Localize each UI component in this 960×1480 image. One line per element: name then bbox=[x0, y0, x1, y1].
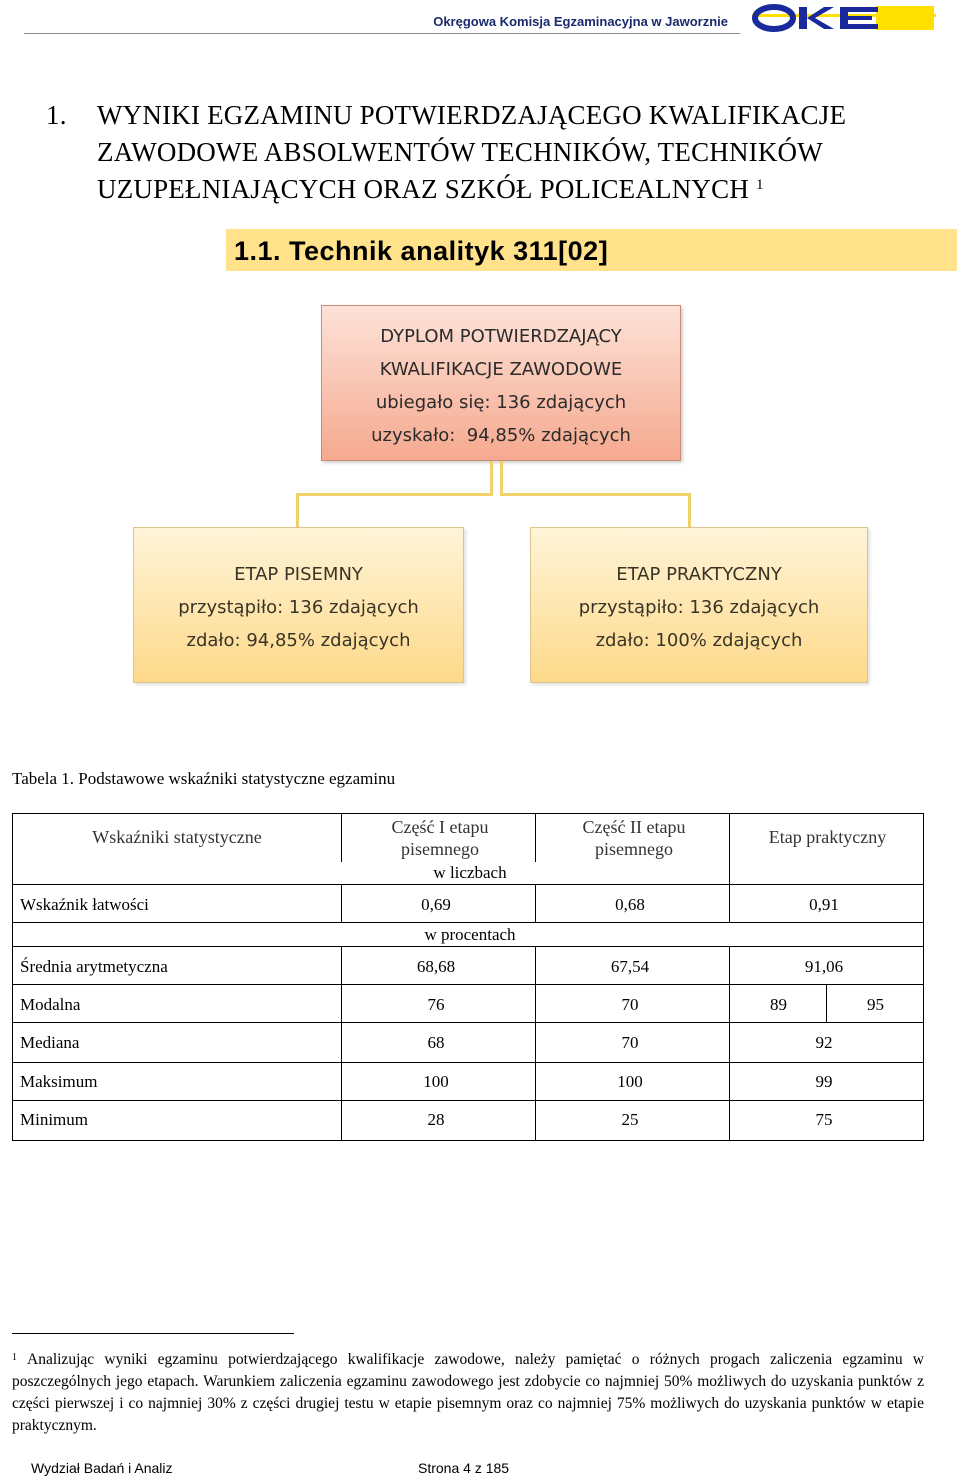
diploma-line-4: uzyskało: 94,85% zdających bbox=[371, 425, 631, 446]
header-practical: Etap praktyczny bbox=[768, 827, 887, 847]
main-heading bbox=[46, 97, 936, 208]
footnote-text: Analizując wyniki egzaminu potwierdzającego kwalifikacje zawodowe, należy pamiętać o różnych progach zaliczenia egzaminu w poszczególnych jego etapach. Warunkiem zaliczenia egzaminu zawodowego jest zdobycie co najmniej 50% możliwych do uzyskania punktów z części pierwszej i co najmniej 30% z części drugiej testu w etapie pisemnym oraz co najmniej 75% możliwych do uzyskania punktów w etapie praktycznym. bbox=[12, 1351, 924, 1434]
practical-stage-passed: zdało: 100% zdających bbox=[595, 630, 803, 651]
row-max-part1: 100 bbox=[423, 1072, 449, 1091]
row-median-part1: 68 bbox=[427, 1033, 445, 1052]
written-stage-passed: zdało: 94,85% zdających bbox=[186, 630, 411, 651]
table-rule bbox=[13, 1022, 923, 1023]
connector-left-horizontal bbox=[296, 493, 493, 496]
table-column-rule bbox=[535, 946, 536, 1140]
footnote bbox=[12, 1349, 924, 1437]
table-rule bbox=[13, 984, 923, 985]
table-column-rule bbox=[341, 814, 342, 862]
footnote-divider bbox=[12, 1333, 294, 1334]
table-column-rule bbox=[729, 946, 730, 1140]
group-label-percent: w procentach bbox=[424, 925, 516, 944]
row-label-mean: Średnia arytmetyczna bbox=[20, 957, 168, 976]
written-stage-box bbox=[133, 527, 464, 683]
connector-right-horizontal bbox=[500, 493, 691, 496]
table-column-rule bbox=[535, 884, 536, 922]
heading-number: 1. bbox=[46, 100, 67, 130]
row-mode-practical-second: 95 bbox=[867, 995, 884, 1014]
table-column-rule bbox=[729, 814, 730, 884]
connector-right-vertical bbox=[500, 461, 503, 495]
footnote-mark: 1 bbox=[12, 1352, 17, 1363]
row-label-max: Maksimum bbox=[20, 1072, 98, 1091]
practical-stage-title: ETAP PRAKTYCZNY bbox=[616, 564, 782, 585]
heading-footnote-ref: 1 bbox=[756, 177, 764, 193]
table-caption: Tabela 1. Podstawowe wskaźniki statystyczne egzaminu bbox=[12, 769, 396, 788]
connector-right-drop bbox=[688, 493, 691, 527]
row-mode-part1: 76 bbox=[427, 995, 445, 1014]
header-organization: Okręgowa Komisja Egzaminacyjna w Jaworznie bbox=[433, 14, 728, 29]
row-mean-part1: 68,68 bbox=[416, 957, 456, 976]
row-median-practical: 92 bbox=[815, 1033, 833, 1052]
diploma-line-1: DYPLOM POTWIERDZAJĄCY bbox=[380, 326, 622, 347]
connector-left-drop bbox=[296, 493, 299, 527]
oke-logo bbox=[752, 4, 936, 32]
row-median-part2: 70 bbox=[621, 1033, 639, 1052]
row-label-easiness: Wskaźnik łatwości bbox=[20, 895, 149, 914]
header-part2: Część II etapu pisemnego bbox=[582, 817, 686, 859]
statistics-table bbox=[12, 813, 924, 1141]
diploma-line-3: ubiegało się: 136 zdających bbox=[375, 392, 627, 413]
table-column-rule bbox=[826, 984, 827, 1022]
heading-text: WYNIKI EGZAMINU POTWIERDZAJĄCEGO KWALIFIKACJE ZAWODOWE ABSOLWENTÓW TECHNIKÓW, TECHNIKÓW UZUPEŁNIAJĄCYCH ORAZ SZKÓŁ POLICEALNYCH bbox=[97, 100, 847, 204]
table-rule bbox=[13, 922, 923, 923]
practical-stage-attended: przystąpiło: 136 zdających bbox=[578, 597, 820, 618]
table-rule bbox=[13, 1062, 923, 1063]
diploma-line-2: KWALIFIKACJE ZAWODOWE bbox=[379, 359, 623, 380]
row-min-part1: 28 bbox=[427, 1110, 445, 1129]
row-max-practical: 99 bbox=[815, 1072, 833, 1091]
table-column-rule bbox=[341, 884, 342, 922]
practical-stage-box bbox=[530, 527, 868, 683]
table-rule bbox=[13, 884, 923, 885]
row-label-median: Mediana bbox=[20, 1033, 80, 1052]
table-rule bbox=[13, 946, 923, 947]
row-mean-part2: 67,54 bbox=[610, 957, 650, 976]
row-easiness-part2: 0,68 bbox=[615, 895, 645, 914]
row-label-min: Minimum bbox=[20, 1110, 89, 1129]
header-divider bbox=[24, 33, 740, 34]
footer-department: Wydział Badań i Analiz bbox=[31, 1460, 173, 1476]
row-label-mode: Modalna bbox=[20, 995, 81, 1014]
header-part1: Część I etapu pisemnego bbox=[391, 817, 489, 859]
section-title: 1.1. Technik analityk 311[02] bbox=[226, 229, 957, 271]
table-column-rule bbox=[341, 946, 342, 1140]
table-rule bbox=[13, 1100, 923, 1101]
footer-page-number: Strona 4 z 185 bbox=[418, 1460, 510, 1476]
row-max-part2: 100 bbox=[617, 1072, 643, 1091]
table-column-rule bbox=[729, 884, 730, 922]
written-stage-attended: przystąpiło: 136 zdających bbox=[178, 597, 419, 618]
diploma-box bbox=[321, 305, 681, 461]
group-label-numbers: w liczbach bbox=[433, 863, 507, 882]
row-mean-practical: 91,06 bbox=[804, 957, 844, 976]
connector-left-vertical bbox=[490, 461, 493, 495]
header-indicators: Wskaźniki statystyczne bbox=[92, 827, 262, 847]
row-mode-part2: 70 bbox=[621, 995, 639, 1014]
row-easiness-practical: 0,91 bbox=[809, 895, 839, 914]
table-column-rule bbox=[535, 814, 536, 862]
row-min-part2: 25 bbox=[621, 1110, 639, 1129]
row-easiness-part1: 0,69 bbox=[421, 895, 451, 914]
row-mode-practical: 89 bbox=[770, 995, 787, 1014]
written-stage-title: ETAP PISEMNY bbox=[234, 564, 363, 585]
row-min-practical: 75 bbox=[815, 1110, 833, 1129]
